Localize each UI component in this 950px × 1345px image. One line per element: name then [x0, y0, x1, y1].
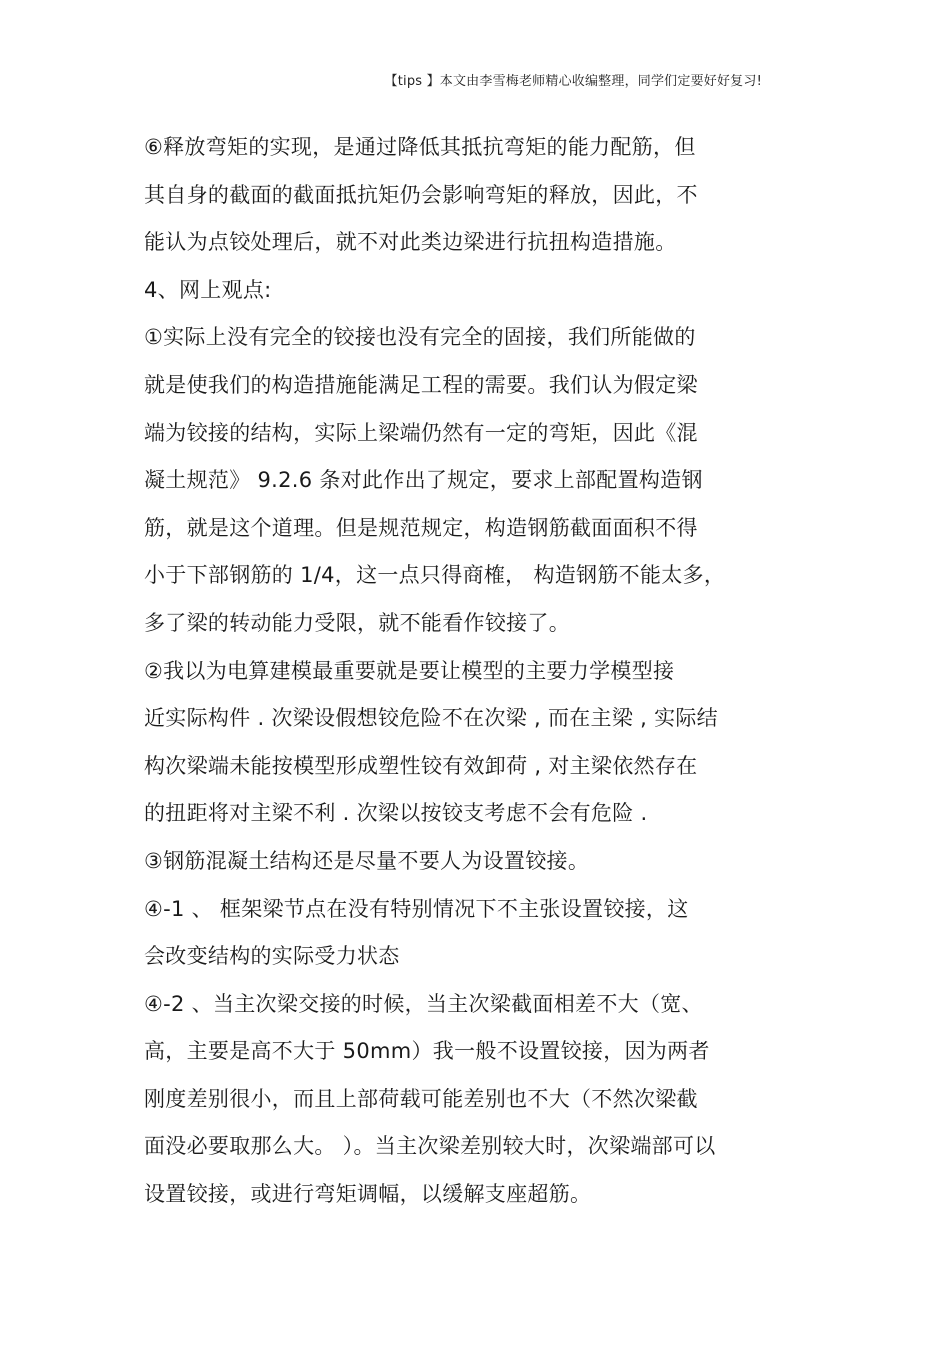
text-line: ⑥释放弯矩的实现，是通过降低其抵抗弯矩的能力配筋，但: [144, 135, 696, 159]
text-line: 就是使我们的构造措施能满足工程的需要。我们认为假定梁: [144, 372, 698, 397]
text-line: 刚度差别很小，而且上部荷载可能差别也不大（不然次梁截: [144, 1086, 698, 1111]
body-text: [144, 124, 804, 1219]
text-line: 面没必要取那么大。 ）。当主次梁差别较大时，次梁端部可以: [144, 1134, 716, 1159]
text-line: 其自身的截面的截面抵抗矩仍会影响弯矩的释放，因此，不: [144, 182, 698, 207]
text-line: 高，主要是高不大于 50mm）我一般不设置铰接，因为两者: [144, 1039, 710, 1064]
text-line: ③钢筋混凝土结构还是尽量不要人为设置铰接。: [144, 848, 590, 873]
text-line: 筋，就是这个道理。但是规范规定，构造钢筋截面面积不得: [144, 515, 698, 540]
text-line: 构次梁端未能按模型形成塑性铰有效卸荷 , 对主梁依然存在: [144, 753, 698, 778]
section-heading: 4、网上观点:: [144, 277, 272, 302]
text-line: 的扭距将对主梁不利 . 次梁以按铰支考虑不会有危险 .: [144, 801, 648, 826]
text-line: 会改变结构的实际受力状态: [144, 944, 400, 969]
text-line: 近实际构件 . 次梁设假想铰危险不在次梁 , 而在主梁 , 实际结: [144, 706, 718, 731]
header-tip: 【tips 】本文由李雪梅老师精心收编整理，同学们定要好好复习!: [384, 74, 762, 89]
text-line: ①实际上没有完全的铰接也没有完全的固接，我们所能做的: [144, 325, 696, 350]
text-line: 端为铰接的结构，实际上梁端仍然有一定的弯矩，因此《混: [144, 420, 698, 445]
text-line: 设置铰接，或进行弯矩调幅，以缓解支座超筋。: [144, 1182, 592, 1207]
text-line: ④-2 、当主次梁交接的时候，当主次梁截面相差不大（宽、: [144, 991, 703, 1016]
text-line: ②我以为电算建模最重要就是要让模型的主要力学模型接: [144, 658, 675, 683]
text-line: 凝土规范》 9.2.6 条对此作出了规定，要求上部配置构造钢: [144, 468, 703, 493]
text-line: 小于下部钢筋的 1/4，这一点只得商榷， 构造钢筋不能太多，: [144, 563, 726, 588]
text-line: 多了梁的转动能力受限，就不能看作铰接了。: [144, 610, 570, 635]
text-line: 能认为点铰处理后，就不对此类边梁进行抗扭构造措施。: [144, 230, 677, 255]
text-line: ④-1 、 框架梁节点在没有特别情况下不主张设置铰接，这: [144, 896, 689, 921]
